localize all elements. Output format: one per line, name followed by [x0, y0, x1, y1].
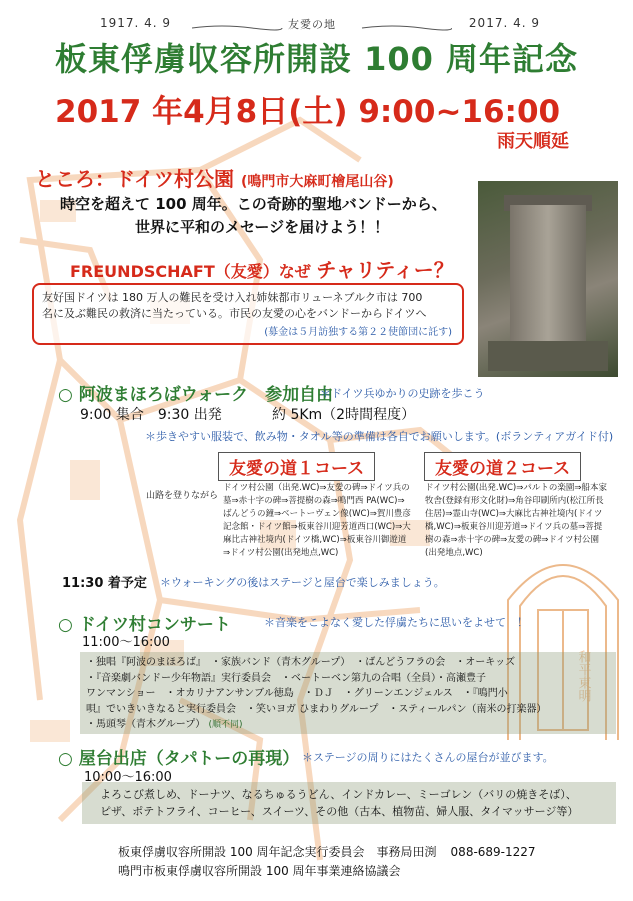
circle-bullet-icon: ○	[58, 749, 73, 769]
course-2-route: ドイツ村公園(出発.WC)⇒パルトの楽園⇒船本家牧舎(登録有形文化財)⇒角谷印刷所内(松江所長住居)⇒霊山寺(WC)⇒大麻比古神社境内(ドイツ橋,WC)⇒板東谷川迎芳道⇒ドイツ兵の墓⇒菩提樹の森⇒赤十字の碑⇒友愛の碑⇒ドイツ村公園(出発地点,WC)	[425, 483, 607, 558]
arrival-note: ＊ウォーキングの後はステージと屋台で楽しみましょう。	[160, 576, 445, 589]
rain-postpone: 雨天順延	[497, 131, 569, 152]
stalls-line: よろこび煮しめ、ドーナツ、なるちゅるうどん、インドカレー、ミーゴレン（バリの焼きそば）、	[100, 788, 577, 801]
date-2017: 2017. 4. 9	[468, 16, 540, 30]
lineup-line: ワンマンショー ・オカリナアンサンブル徳島 ・ＤＪ ・グリーンエンジェルス ・『鳴門小	[86, 688, 508, 699]
concert-time: 11:00～16:00	[82, 635, 170, 650]
circle-bullet-icon: ○	[58, 385, 73, 405]
concert-note: ＊音楽をこよなく愛した俘虜たちに思いをよせて ！	[264, 616, 528, 629]
venue	[35, 163, 394, 192]
monument-photo	[478, 181, 618, 377]
walk-time: 9:00 集合 9:30 出発	[80, 407, 222, 423]
svg-text:和平東明: 和平東明	[575, 650, 591, 702]
lineup-line: 唄』でいきいきなると実行委員会 ・笑いヨガ ひまわりグループ ・スティールパン（南米の打楽器）	[86, 703, 547, 715]
charity-note: (募金は５月訪独する第２２使節団に託す)	[264, 327, 452, 338]
monument-base	[488, 341, 608, 371]
lineup-line: ・『音楽劇バンドー少年物語』実行委員会 ・ベートーベン第九の合唱（全員）・高瀬豊子	[86, 672, 486, 684]
charity-body-2: 名に及ぶ難民の救済に当たっている。市民の友愛の心をバンドーからドイツへ	[42, 307, 427, 320]
event-datetime: 2017 年4月8日(土) 9:00~16:00	[55, 94, 561, 130]
page-title: 板東俘虜収容所開設 100 周年記念	[54, 40, 579, 78]
walk-heading	[58, 380, 333, 405]
order-note: (順不同)	[208, 720, 243, 730]
divider-wave	[192, 24, 452, 32]
charity-body-1: 友好国ドイツは 180 万人の難民を受け入れ姉妹都市リューネブルク市は 700	[42, 291, 423, 304]
walk-title: 阿波まほろばウォーク 参加自由	[78, 385, 334, 405]
walk-distance: 約 5Km（2時間程度）	[272, 407, 416, 423]
circle-bullet-icon: ○	[58, 615, 73, 635]
date-1917: 1917. 4. 9	[100, 16, 172, 30]
walk-note: ＊ドイツ兵ゆかりの史跡を歩こう	[320, 387, 485, 400]
stalls-list	[100, 786, 610, 820]
charity-heading	[70, 254, 454, 283]
arrival-time: 11:30 着予定	[62, 576, 147, 591]
venue-label: ところ：ドイツ村公園	[35, 167, 234, 191]
course-2-title: 友愛の道２コース	[424, 452, 581, 481]
charity-box	[32, 283, 464, 345]
pitch-line-1: 時空を超えて 100 周年。この奇跡的聖地バンドーから、	[60, 195, 447, 213]
anniversary-dates	[100, 14, 540, 34]
stalls-line: ピザ、ポテトフライ、コーヒー、スイーツ、その他（古本、植物苗、婦人服、タイマッサージ等）	[100, 805, 579, 818]
stalls-title: 屋台出店（タパトーの再現）	[78, 749, 300, 769]
charity-heading-a: FREUNDSCHAFT（友愛）なぜ	[70, 262, 311, 281]
lineup-line: ・独唱『阿波のまほろば』 ・家族バンド（青木グループ） ・ばんどうフラの会 ・オーキッズ	[86, 657, 516, 668]
stalls-note: ＊ステージの周りにはたくさんの屋台が並びます。	[302, 751, 554, 764]
charity-heading-b: チャリティー？	[316, 258, 454, 282]
lineup-last: ・馬頭琴（青木グループ）	[86, 719, 206, 730]
lineup-line	[86, 717, 616, 734]
monument-stone	[510, 205, 586, 345]
footer-council: 鳴門市板東俘虜収容所開設 100 周年事業連絡協議会	[118, 864, 401, 878]
organizer-tel: 088-689-1227	[450, 845, 536, 859]
course-1-title: 友愛の道１コース	[218, 452, 375, 481]
course-1-route: ドイツ村公園（出発.WC)⇒友愛の碑⇒ドイツ兵の墓⇒赤十字の碑⇒菩提樹の森⇒鳴門西 PA(WC)⇒ばんどうの鐘⇒ベートーヴェン像(WC)⇒賀川豊彦記念館・ドイツ館⇒板東谷川迎芳道西口(WC)⇒大麻比古神社境内(ドイツ橋,WC)⇒板東谷川御遊道⇒ドイツ村公園(出発地点,WC)	[223, 483, 411, 558]
organizer-name: 板東俘虜収容所開設 100 周年記念実行委員会 事務局田渕	[118, 845, 437, 859]
stalls-time: 10:00～16:00	[84, 770, 172, 785]
walk-tip: ＊歩きやすい服装で、飲み物・タオル等の準備は各自でお願いします。(ボランティアガイド付)	[145, 430, 614, 443]
venue-address: (鳴門市大麻町檜尾山谷)	[240, 174, 394, 190]
footer-organizer	[118, 843, 536, 860]
tagline: 友愛の地	[288, 18, 336, 31]
course-lead: 山路を登りながら	[146, 491, 219, 501]
concert-lineup	[86, 655, 616, 734]
pitch-line-2: 世界に平和のメセージを届けよう！！	[135, 218, 390, 236]
concert-title: ドイツ村コンサート	[78, 615, 231, 635]
